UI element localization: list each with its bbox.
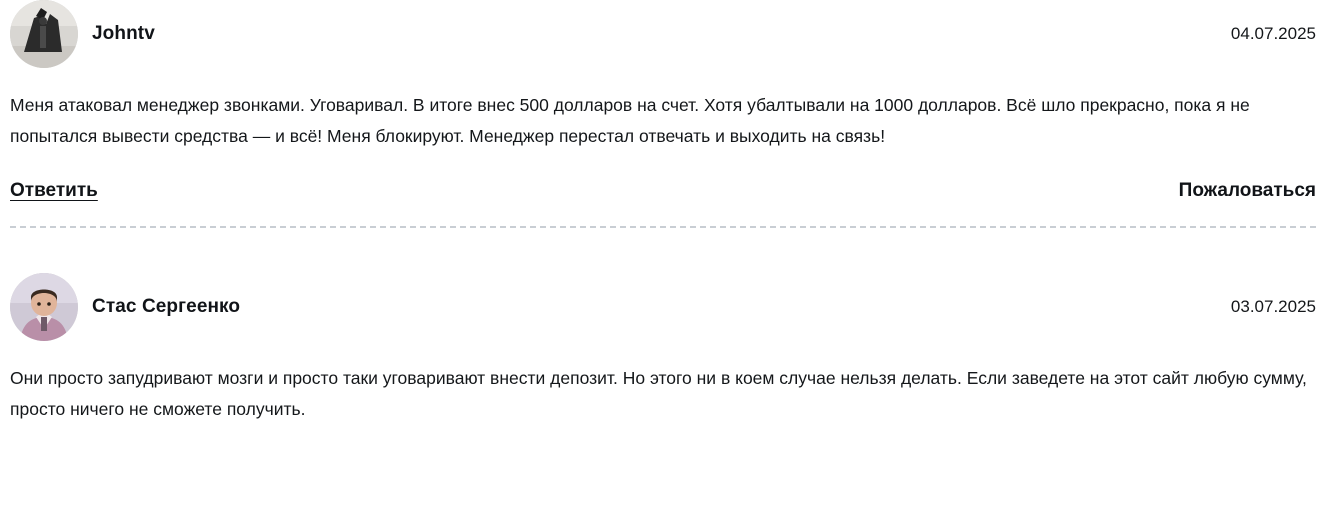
review-author-name: Стас Сергеенко: [92, 296, 241, 317]
review-author-name: Johntv: [92, 23, 155, 44]
review-date: 03.07.2025: [1230, 297, 1316, 316]
review-text: Меня атаковал менеджер звонками. Уговаривал. В итоге внес 500 долларов на счет. Хотя убалтывали на 1000 долларов. Всё шло прекрасно, пока я не попытался вывести средства — и всё! Меня блокируют. Менеджер перестал отвечать и выходить на связь!: [10, 95, 1250, 146]
user-avatar-icon: [10, 273, 78, 341]
review-item: [10, 273, 1316, 425]
reply-link[interactable]: Ответить: [10, 180, 98, 201]
review-header: [10, 273, 1316, 341]
review-author-block: [10, 0, 155, 68]
review-author-block: [10, 273, 240, 341]
review-header: [10, 0, 1316, 68]
review-actions: [10, 180, 1316, 202]
review-divider: [10, 226, 1316, 228]
review-text: Они просто запудривают мозги и просто таки уговаривают внести депозит. Но этого ни в коем случае нельзя делать. Если заведете на этот сайт любую сумму, просто ничего не сможете получить.: [10, 368, 1307, 419]
review-item: [10, 0, 1316, 228]
report-link[interactable]: Пожаловаться: [1178, 180, 1316, 201]
user-avatar-icon: [10, 0, 78, 68]
review-date: 04.07.2025: [1230, 24, 1316, 43]
